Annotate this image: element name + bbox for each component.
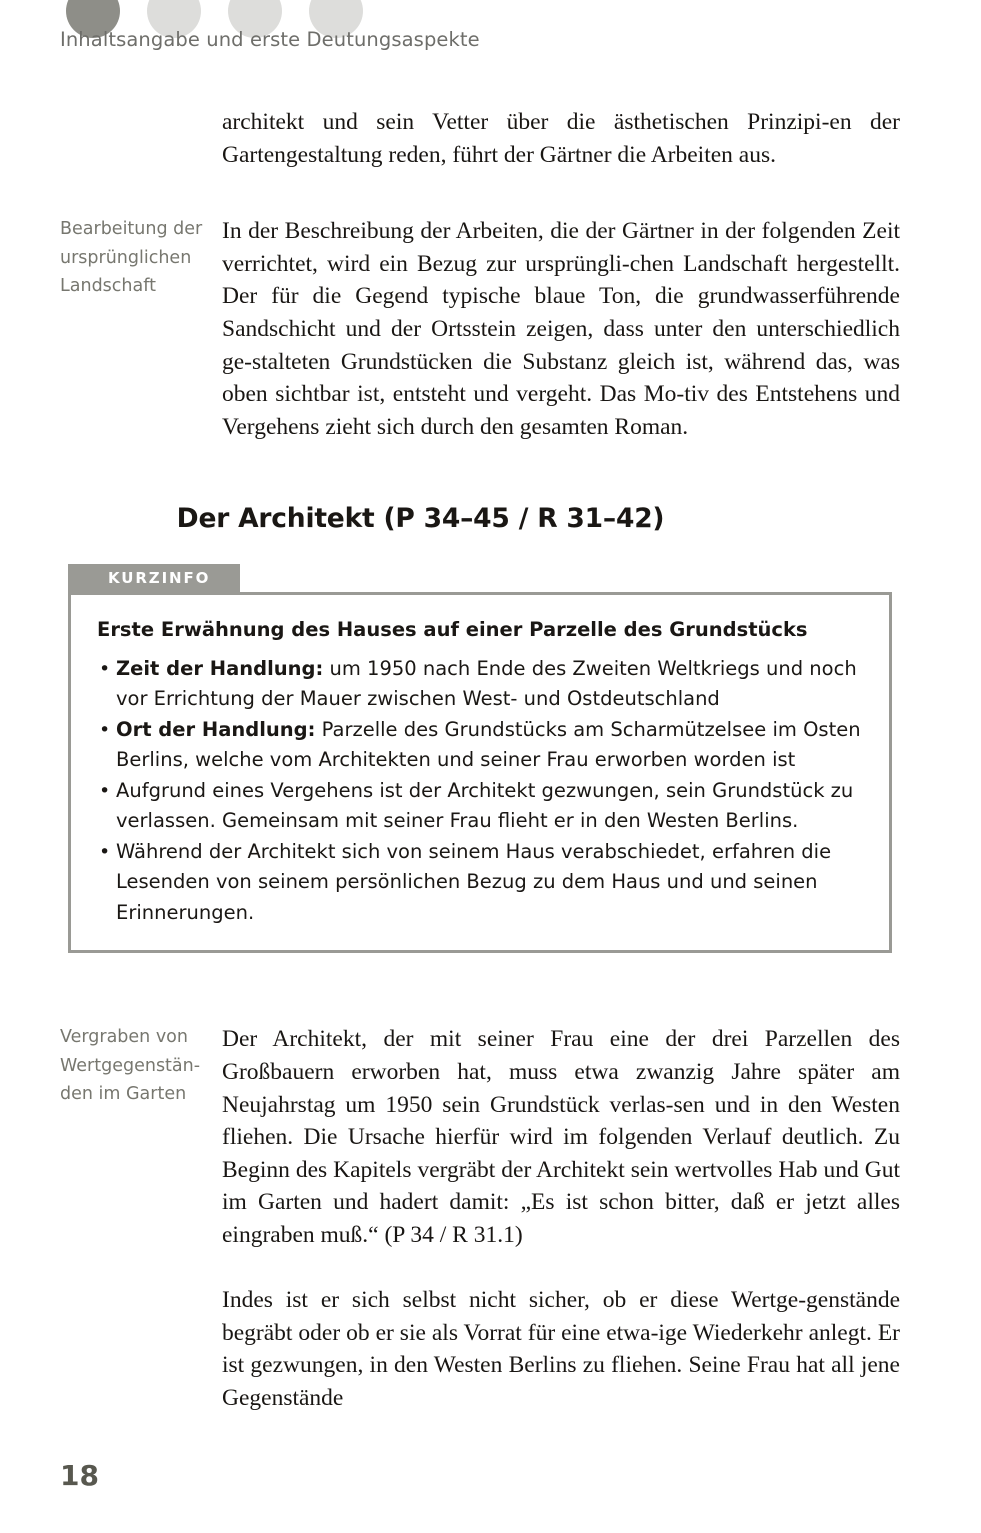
page-number: 18 — [60, 1459, 99, 1492]
list-item-label: Zeit der Handlung: — [116, 656, 324, 680]
paragraph-3: Indes ist er sich selbst nicht sicher, ob er diese Wertge-genstände begräbt oder ob er sie als Vorrat für eine etwa-ige Wiederkehr anlegt. Er ist gezwungen, in den Westen Berlins zu fliehen. Seine Frau hat all jene Gegenstände — [222, 1287, 900, 1411]
paragraph-1: In der Beschreibung der Arbeiten, die der Gärtner in der folgenden Zeit verrichtet, wird ein Bezug zur ursprüngli-chen Landschaft hergestellt. Der für die Gegend typische blaue Ton, die grundwasserführende Sandschicht und der Ortsstein zeigen, dass unter den unterschiedlich ge-stalteten Grundstücken die Substanz gleich ist, während das, was oben sichtbar ist, entsteht und vergeht. Das Mo-tiv des Entstehens und Vergehens zieht sich durch den gesamten Roman. — [222, 218, 900, 440]
list-item-text: um 1950 nach Ende des Zweiten Weltkriegs und noch vor Errichtung der Mauer zwischen West- und Ostdeutschland — [116, 656, 857, 711]
paragraph-2: Der Architekt, der mit seiner Frau eine der drei Parzellen des Großbauern erworben hat, muss etwa zwanzig Jahre später am Neujahrstag um 1950 sein Grundstück verlas-sen und in den Westen fliehen. Die Ursache hierfür wird im folgenden Verlauf deutlich. Zu Beginn des Kapitels vergräbt der Architekt sein wertvolles Hab und Gut im Garten und hadert damit: „Es ist schon bitter, daß er jetzt alles eingraben muß.“ (P 34 / R 31.1) — [222, 1026, 900, 1248]
list-item — [97, 715, 863, 776]
margin-note-bearbeitung: Bearbeitung der ursprünglichen Landschaft — [60, 219, 203, 297]
list-item-text: Während der Architekt sich von seinem Haus verabschiedet, erfahren die Lesenden von seinem persönlichen Bezug zu dem Haus und und seinen Erinnerungen. — [116, 839, 832, 924]
kurzinfo-box — [68, 592, 892, 954]
list-item — [97, 837, 863, 929]
kurzinfo-tab-label: KURZINFO — [68, 564, 240, 593]
paragraph-continued: architekt und sein Vetter über die ästhetischen Prinzipi-en der Gartengestaltung reden, führt der Gärtner die Arbeiten aus. — [222, 109, 900, 168]
section-heading-der-architekt: Der Architekt (P 34–45 / R 31–42) — [176, 503, 665, 535]
text-column — [222, 215, 981, 443]
bullet-icon: • — [99, 779, 111, 802]
block-paragraph-1 — [0, 215, 981, 443]
page-content — [0, 106, 981, 1414]
list-item-text: Parzelle des Grundstücks am Scharmützelsee im Osten Berlins, welche vom Architekten und seiner Frau erworben worden ist — [116, 717, 861, 772]
bullet-icon: • — [99, 840, 111, 863]
list-item-label: Ort der Handlung: — [116, 717, 316, 741]
kurzinfo-title: Erste Erwähnung des Hauses auf einer Parzelle des Grundstücks — [97, 617, 808, 641]
list-item-text: Aufgrund eines Vergehens ist der Architekt gezwungen, sein Grundstück zu verlassen. Gemeinsam mit seiner Frau flieht er in den Westen Berlins. — [116, 778, 854, 833]
bullet-icon: • — [99, 718, 111, 741]
margin-note-vergraben: Vergraben von Wertgegenstän-den im Garten — [60, 1027, 201, 1105]
text-column — [222, 1023, 981, 1414]
kurzinfo-list — [97, 654, 863, 929]
running-header-title: Inhaltsangabe und erste Deutungsaspekte — [60, 28, 480, 51]
text-column — [222, 106, 981, 171]
margin-column-2 — [0, 1023, 222, 1109]
margin-column-1 — [0, 215, 222, 301]
list-item — [97, 776, 863, 837]
kurzinfo-block — [68, 564, 892, 953]
bullet-icon: • — [99, 657, 111, 680]
block-continued-paragraph — [0, 106, 981, 171]
block-paragraph-2 — [0, 1023, 981, 1414]
list-item — [97, 654, 863, 715]
